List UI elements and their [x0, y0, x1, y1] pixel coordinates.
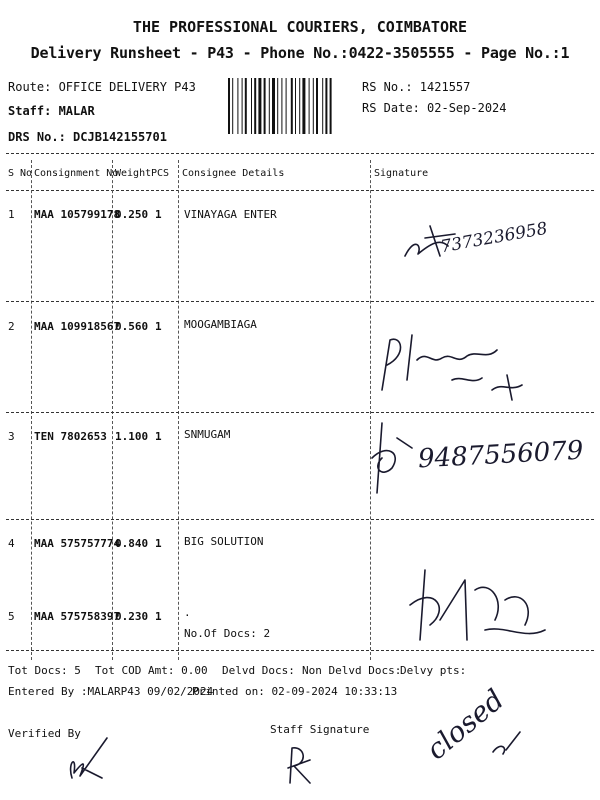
printed-on: Printed on: 02-09-2024 10:33:13 [192, 685, 398, 698]
col-header-signature: Signature [374, 168, 429, 179]
barcode-bar [313, 78, 314, 134]
barcode-bar [281, 78, 282, 134]
row-3-signature-phone: 9487556079 [417, 435, 585, 475]
barcode-bar [322, 78, 323, 134]
barcode-bar [330, 78, 332, 134]
column-divider [112, 160, 113, 660]
row-4-consignment: MAA 575757774 [34, 537, 121, 550]
column-divider [370, 160, 371, 660]
row-rule [6, 519, 594, 520]
row-1-sno: 1 [8, 208, 15, 221]
entered-by: Entered By :MALARP43 09/02/2024 [8, 685, 214, 698]
row-2-weight: 0.560 [115, 320, 149, 333]
staff: Staff: MALAR [8, 104, 95, 118]
row-4-consignee: BIG SOLUTION [184, 535, 264, 548]
col-header-consignee: Consignee Details [182, 168, 285, 179]
row-1-signature-phone: 7373236958 [439, 218, 550, 258]
barcode-bar [237, 78, 238, 134]
row-rule [6, 412, 594, 413]
barcode-bar [232, 78, 233, 134]
row-rule [6, 301, 594, 302]
row-5-consignment: MAA 575758397 [34, 610, 121, 623]
total-docs: Tot Docs: 5 [8, 664, 81, 677]
row-1-signature [400, 216, 470, 266]
barcode-bar [277, 78, 278, 134]
barcode-bar [254, 78, 256, 134]
barcode-bar [299, 78, 300, 134]
row-2-consignment: MAA 109918567 [34, 320, 121, 333]
row-1-pcs: 1 [155, 208, 162, 221]
col-header-pcs: PCS [151, 168, 170, 179]
barcode-bar [325, 78, 327, 134]
barcode-bar [295, 78, 296, 134]
barcode-bar [316, 78, 318, 134]
row-1-weight: 0.250 [115, 208, 149, 221]
column-divider [31, 160, 32, 660]
barcode-bar [258, 78, 261, 134]
row-5-doc-count: No.Of Docs: 2 [184, 627, 271, 640]
delivery-points: Delvy pts: [400, 664, 467, 677]
row-2-pcs: 1 [155, 320, 162, 333]
barcode-bar [242, 78, 243, 134]
row-3-signature [362, 418, 422, 498]
col-header-consignment: Consignment No [34, 168, 119, 179]
row-3-pcs: 1 [155, 430, 162, 443]
rs-number: RS No.: 1421557 [362, 80, 471, 94]
row-3-sno: 3 [8, 430, 15, 443]
delivered-docs: Delvd Docs: [222, 664, 295, 677]
row-5-sno: 5 [8, 610, 15, 623]
barcode-bar [269, 78, 270, 134]
total-cod-amount: Tot COD Amt: 0.00 [95, 664, 208, 677]
barcode-bar [251, 78, 252, 134]
staff-signature-label: Staff Signature [270, 723, 370, 736]
row-4-sno: 4 [8, 537, 15, 550]
closed-note-initials [488, 722, 528, 762]
barcode-bar [228, 78, 230, 134]
header-bottom-rule [6, 190, 594, 191]
barcode [228, 78, 354, 134]
row-3-consignee: SNMUGAM [184, 428, 231, 441]
barcode-bar [245, 78, 247, 134]
row-5-pcs: 1 [155, 610, 162, 623]
closed-note: closed [419, 682, 511, 767]
company-name: THE PROFESSIONAL COURIERS, COIMBATORE [132, 18, 468, 36]
table-bottom-rule [6, 650, 594, 651]
barcode-bar [291, 78, 293, 134]
table-top-rule [6, 153, 594, 154]
row-1-consignment: MAA 105799178 [34, 208, 121, 221]
col-header-sno: S No [8, 168, 33, 179]
row-4-weight: 0.840 [115, 537, 149, 550]
row-3-weight: 1.100 [115, 430, 149, 443]
row-2-consignee: MOOGAMBIAGA [184, 318, 257, 331]
runsheet-title: Delivery Runsheet - P43 - Phone No.:0422-3505555 - Page No.:1 [30, 44, 570, 62]
column-divider [178, 160, 179, 660]
row-4-5-signature [395, 530, 565, 650]
non-delivered-docs: Non Delvd Docs: [302, 664, 402, 677]
verifier-signature [62, 728, 122, 788]
barcode-bar [272, 78, 275, 134]
barcode-bar [302, 78, 305, 134]
row-2-signature [372, 320, 552, 410]
row-1-consignee: VINAYAGA ENTER [184, 208, 277, 221]
col-header-weight: Weight [115, 168, 152, 179]
barcode-bar [309, 78, 310, 134]
rs-date: RS Date: 02-Sep-2024 [362, 101, 507, 115]
drs-number: DRS No.: DCJB142155701 [8, 130, 167, 144]
row-2-sno: 2 [8, 320, 15, 333]
staff-signature [280, 738, 320, 788]
verified-by-label: Verified By [8, 727, 81, 740]
row-5-weight: 0.230 [115, 610, 149, 623]
row-3-consignment: TEN 7802653 [34, 430, 107, 443]
barcode-bar [286, 78, 287, 134]
route: Route: OFFICE DELIVERY P43 [8, 80, 196, 94]
row-5-consignee: . [184, 606, 191, 619]
barcode-bar [264, 78, 266, 134]
row-4-pcs: 1 [155, 537, 162, 550]
